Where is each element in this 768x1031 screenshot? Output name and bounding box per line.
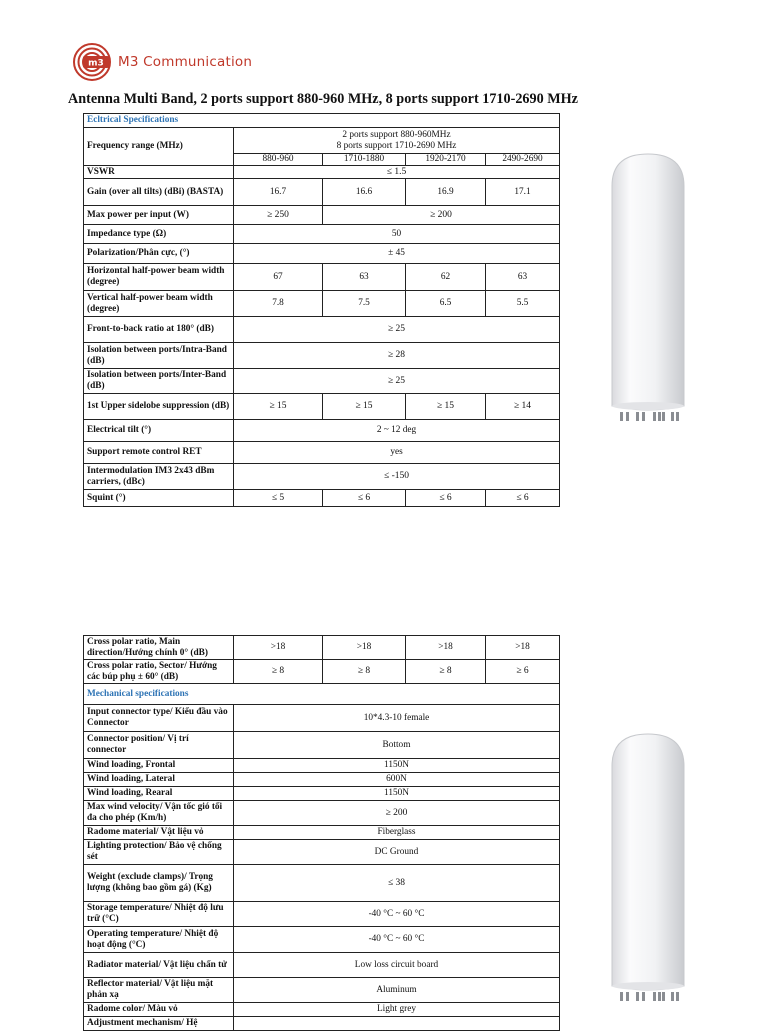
ftb-label: Front-to-back ratio at 180° (dB) (84, 317, 234, 343)
hbeam-value: 63 (486, 264, 560, 291)
cpr-main-label: Cross polar ratio, Main direction/Hướng chính 0° (dB) (84, 636, 234, 660)
radome-material-label: Radome material/ Vật liệu vỏ (84, 826, 234, 840)
band-header: 1710-1880 (323, 154, 406, 166)
polarization-label: Polarization/Phân cực, (°) (84, 244, 234, 264)
vswr-value: ≤ 1.5 (234, 166, 560, 179)
radome-color-label: Radome color/ Màu vỏ (84, 1003, 234, 1017)
squint-label: Squint (°) (84, 490, 234, 507)
mechanical-spec-table (83, 635, 560, 1031)
radiator-material-label: Radiator material/ Vật liệu chấn tử (84, 953, 234, 978)
lightning-label: Lighting protection/ Bảo vệ chống sét (84, 840, 234, 865)
hbeam-value: 62 (406, 264, 486, 291)
wind-frontal-label: Wind loading, Frontal (84, 759, 234, 773)
power-label: Max power per input (W) (84, 206, 234, 225)
vswr-label: VSWR (84, 166, 234, 179)
power-value-low: ≥ 250 (234, 206, 323, 225)
wind-rearal-label: Wind loading, Rearal (84, 787, 234, 801)
radiator-material-value: Low loss circuit board (234, 953, 560, 978)
cpr-main-value: >18 (486, 636, 560, 660)
sidelobe-value: ≥ 15 (234, 394, 323, 420)
tilt-label: Electrical tilt (°) (84, 420, 234, 442)
lightning-value: DC Ground (234, 840, 560, 865)
iso-intra-value: ≥ 28 (234, 343, 560, 369)
impedance-label: Impedance type (Ω) (84, 225, 234, 244)
cpr-sector-value: ≥ 8 (234, 660, 323, 684)
cpr-main-value: >18 (323, 636, 406, 660)
connector-type-label: Input connector type/ Kiểu đầu vào Connector (84, 705, 234, 732)
radome-color-value: Light grey (234, 1003, 560, 1017)
squint-value: ≤ 6 (406, 490, 486, 507)
freq-description: 2 ports support 880-960MHz 8 ports support 1710-2690 MHz (234, 128, 560, 154)
cpr-sector-value: ≥ 6 (486, 660, 560, 684)
adjustment-label: Adjustment mechanism/ Hệ (84, 1017, 234, 1031)
vbeam-value: 5.5 (486, 291, 560, 317)
iso-inter-value: ≥ 25 (234, 369, 560, 394)
m3-logo-icon (72, 42, 114, 82)
operating-temp-value: -40 °C ~ 60 °C (234, 927, 560, 953)
connector-type-value: 10*4.3-10 female (234, 705, 560, 732)
im3-value: ≤ -150 (234, 464, 560, 490)
storage-temp-value: -40 °C ~ 60 °C (234, 902, 560, 927)
sidelobe-value: ≥ 14 (486, 394, 560, 420)
document-title: Antenna Multi Band, 2 ports support 880-960 MHz, 8 ports support 1710-2690 MHz (68, 91, 578, 107)
connector-position-value: Bottom (234, 732, 560, 759)
gain-value: 16.9 (406, 179, 486, 206)
power-value-high: ≥ 200 (323, 206, 560, 225)
ret-value: yes (234, 442, 560, 464)
vbeam-value: 7.8 (234, 291, 323, 317)
operating-temp-label: Operating temperature/ Nhiệt độ hoạt động (°C) (84, 927, 234, 953)
gain-value: 17.1 (486, 179, 560, 206)
polarization-value: ± 45 (234, 244, 560, 264)
wind-frontal-value: 1150N (234, 759, 560, 773)
section-electrical: Ecltrical Specifications (84, 114, 560, 128)
cpr-sector-value: ≥ 8 (406, 660, 486, 684)
company-logo (72, 42, 252, 82)
ftb-value: ≥ 25 (234, 317, 560, 343)
im3-label: Intermodulation IM3 2x43 dBm carriers, (dBc) (84, 464, 234, 490)
wind-lateral-label: Wind loading, Lateral (84, 773, 234, 787)
hbeam-value: 67 (234, 264, 323, 291)
cpr-main-value: >18 (406, 636, 486, 660)
max-wind-value: ≥ 200 (234, 801, 560, 826)
gain-value: 16.6 (323, 179, 406, 206)
iso-intra-label: Isolation between ports/Intra-Band (dB) (84, 343, 234, 369)
band-header: 880-960 (234, 154, 323, 166)
cpr-sector-label: Cross polar ratio, Sector/ Hướng các búp phụ ± 60° (dB) (84, 660, 234, 684)
cpr-main-value: >18 (234, 636, 323, 660)
reflector-material-label: Reflector material/ Vật liệu mặt phản xạ (84, 978, 234, 1003)
wind-lateral-value: 600N (234, 773, 560, 787)
hbeam-label: Horizontal half-power beam width (degree) (84, 264, 234, 291)
freq-label: Frequency range (MHz) (84, 128, 234, 166)
reflector-material-value: Aluminum (234, 978, 560, 1003)
tilt-value: 2 ~ 12 deg (234, 420, 560, 442)
vbeam-value: 6.5 (406, 291, 486, 317)
iso-inter-label: Isolation between ports/Inter-Band (dB) (84, 369, 234, 394)
connector-position-label: Connector position/ Vị trí connector (84, 732, 234, 759)
electrical-spec-table (83, 113, 560, 507)
squint-value: ≤ 6 (323, 490, 406, 507)
vbeam-label: Vertical half-power beam width (degree) (84, 291, 234, 317)
cpr-sector-value: ≥ 8 (323, 660, 406, 684)
band-header: 2490-2690 (486, 154, 560, 166)
weight-value: ≤ 38 (234, 865, 560, 902)
squint-value: ≤ 5 (234, 490, 323, 507)
max-wind-label: Max wind velocity/ Vận tốc gió tối đa cho phép (Km/h) (84, 801, 234, 826)
section-mechanical: Mechanical specifications (84, 684, 560, 705)
hbeam-value: 63 (323, 264, 406, 291)
band-header: 1920-2170 (406, 154, 486, 166)
antenna-product-image (600, 730, 696, 1008)
svg-text:m3: m3 (88, 58, 104, 69)
gain-label: Gain (over all tilts) (dBi) (BASTA) (84, 179, 234, 206)
gain-value: 16.7 (234, 179, 323, 206)
ret-label: Support remote control RET (84, 442, 234, 464)
company-name: M3 Communication (118, 54, 253, 70)
wind-rearal-value: 1150N (234, 787, 560, 801)
impedance-value: 50 (234, 225, 560, 244)
antenna-product-image (600, 150, 696, 428)
sidelobe-value: ≥ 15 (406, 394, 486, 420)
vbeam-value: 7.5 (323, 291, 406, 317)
sidelobe-label: 1st Upper sidelobe suppression (dB) (84, 394, 234, 420)
squint-value: ≤ 6 (486, 490, 560, 507)
sidelobe-value: ≥ 15 (323, 394, 406, 420)
storage-temp-label: Storage temperature/ Nhiệt độ lưu trữ (°C) (84, 902, 234, 927)
weight-label: Weight (exclude clamps)/ Trọng lượng (không bao gồm gá) (Kg) (84, 865, 234, 902)
radome-material-value: Fiberglass (234, 826, 560, 840)
